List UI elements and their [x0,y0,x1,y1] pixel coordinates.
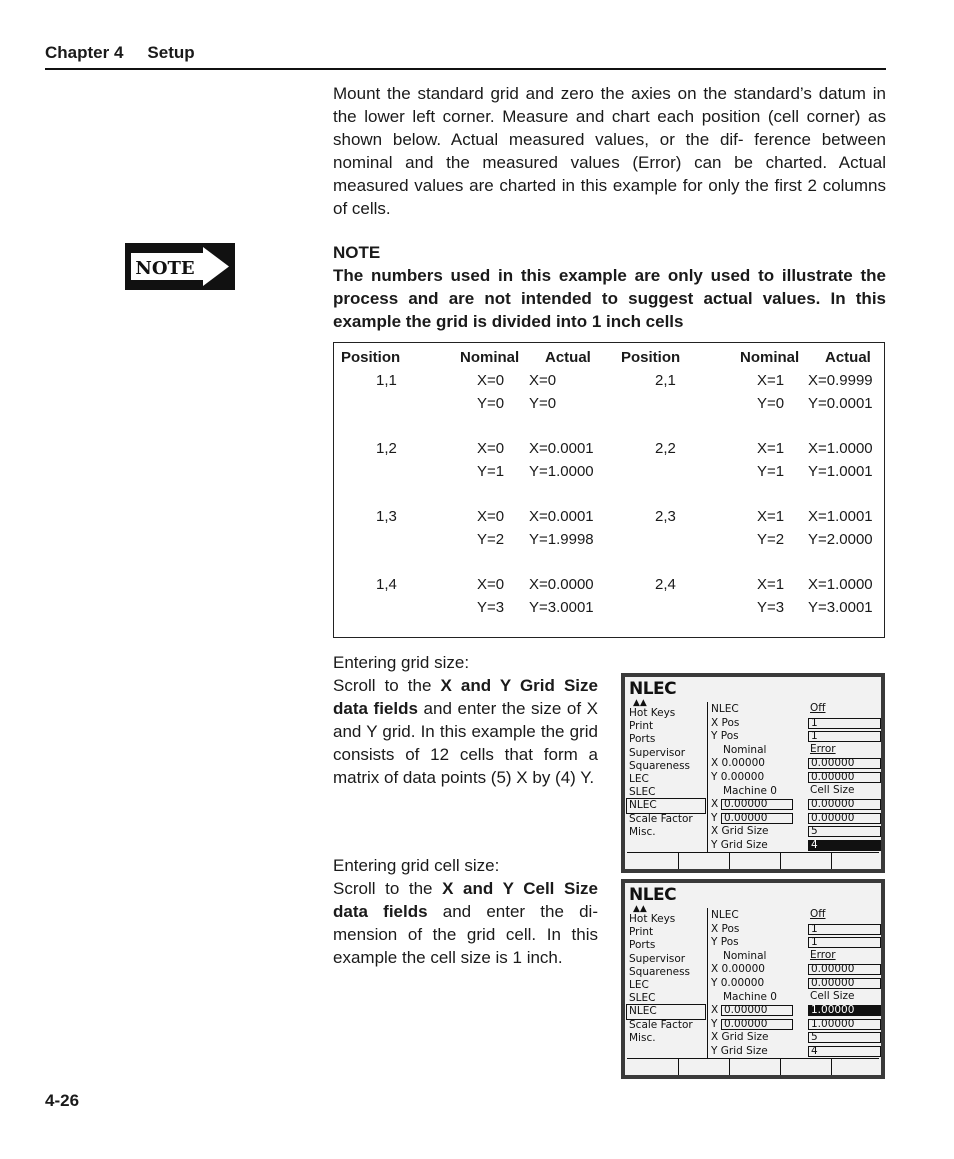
field-value[interactable]: 0.00000 [808,758,881,769]
table-cell-actual-y-1: Y=0 [529,395,557,412]
grid-size-post: and enter the size of X and Y grid. In this example the grid consists of 12 cells that form a matrix of data points (5) X by (4) Y. [333,699,598,787]
lcd-field-row [709,909,881,923]
lcd-field-row [709,950,881,964]
menu-item[interactable]: Scale Factor [629,812,693,825]
table-cell-nominal-x-1: X=0 [477,508,505,525]
header-nominal-1: Nominal [460,349,520,366]
note-heading: NOTE [333,243,381,262]
menu-item[interactable]: NLEC [627,799,705,812]
field-value[interactable]: Off [810,702,826,714]
menu-item[interactable]: Supervisor [629,746,686,759]
field-label: X Pos [711,922,740,935]
table-cell-nominal-x-1: X=0 [477,440,505,457]
lcd-title: NLEC [629,679,677,699]
table-cell-position-2: 2,2 [655,440,676,457]
field-label: Y [711,1017,718,1030]
measurement-table [333,342,885,638]
field-value[interactable]: 1 [808,937,881,948]
table-cell-actual-x-1: X=0.0000 [529,576,594,593]
softkey-bar[interactable] [627,1059,879,1075]
table-cell-actual-x-2: X=1.0000 [808,440,873,457]
field-value[interactable]: 4 [808,840,881,851]
lcd-field-row [709,812,881,826]
softkey-separator [831,853,832,869]
scroll-up-icon[interactable]: ▲▲ [633,698,647,708]
table-cell-position-1: 1,4 [376,576,397,593]
softkey-separator [678,853,679,869]
lcd-field-row [709,991,881,1005]
softkey-separator [678,1059,679,1075]
menu-item[interactable]: Scale Factor [629,1018,693,1031]
table-cell-actual-y-1: Y=1.9998 [529,531,594,548]
lcd-field-row [709,1045,881,1059]
machine-value-field[interactable]: 0.00000 [721,1019,793,1030]
table-cell-position-2: 2,4 [655,576,676,593]
header-position-1: Position [341,349,401,366]
table-cell-actual-y-2: Y=3.0001 [808,599,873,616]
header-position-2: Position [621,349,681,366]
page-header [45,42,886,70]
field-label: Machine 0 [723,990,777,1003]
table-cell-nominal-x-2: X=1 [757,440,785,457]
field-label: NLEC [711,909,739,921]
cell-size-lead: Entering grid cell size: [333,856,500,875]
lcd-field-row [709,744,881,758]
field-value[interactable]: 1 [808,718,881,729]
lcd-field-row [709,785,881,799]
lcd-menu [627,913,707,1045]
table-cell-nominal-y-1: Y=3 [477,599,505,616]
field-value[interactable]: Cell Size [810,989,855,1002]
table-cell-nominal-x-2: X=1 [757,508,785,525]
menu-item[interactable]: Squareness [629,965,691,978]
lcd-field-row [709,936,881,950]
lcd-field-row [709,1018,881,1032]
menu-item[interactable]: Hot Keys [629,707,676,719]
field-label: Y Grid Size [711,839,768,851]
section-label: Setup [147,43,195,62]
table-cell-nominal-y-2: Y=2 [757,531,785,548]
machine-value-field[interactable]: 0.00000 [721,799,793,810]
field-value[interactable]: Off [810,908,826,920]
lcd-field-row [709,977,881,991]
field-value[interactable]: 5 [808,826,881,837]
field-label: Y 0.00000 [711,977,765,989]
field-value[interactable]: 0.00000 [808,813,881,824]
field-label: X Pos [711,716,740,729]
lcd-field-row [709,1031,881,1045]
machine-value-field[interactable]: 0.00000 [721,813,793,824]
table-cell-nominal-y-2: Y=3 [757,599,785,616]
field-value[interactable]: Error [810,948,836,961]
lcd-display [625,883,881,1075]
lcd-menu [627,707,707,839]
softkey-separator [780,1059,781,1075]
menu-item[interactable]: LEC [629,772,649,785]
table-cell-actual-x-1: X=0.0001 [529,440,594,457]
field-value[interactable]: 0.00000 [808,964,881,975]
table-cell-nominal-x-2: X=1 [757,576,785,593]
lcd-field-row [709,963,881,977]
field-label: Y Grid Size [711,1045,768,1057]
note-arrow-icon [125,243,235,290]
lcd-title: NLEC [629,885,677,905]
lcd-field-row [709,730,881,744]
menu-item[interactable]: Ports [629,939,656,952]
nlec-screen-cell-size [621,879,885,1079]
table-cell-nominal-y-1: Y=2 [477,531,505,548]
field-value[interactable]: 0.00000 [808,799,881,810]
field-label: Y Pos [711,936,739,949]
lcd-divider [707,702,708,852]
table-cell-position-1: 1,2 [376,440,397,457]
softkey-separator [729,1059,730,1075]
page-number: 4-26 [45,1091,80,1110]
field-value[interactable]: 4 [808,1046,881,1057]
field-value[interactable]: 1 [808,731,881,742]
cell-size-post: and enter the di- mension of the grid cell. In this example the cell size is 1 inch. [333,902,598,967]
lcd-field-row [709,757,881,771]
table-cell-nominal-x-1: X=0 [477,576,505,593]
cell-size-paragraph [333,854,598,969]
chapter-label: Chapter 4 [45,43,124,62]
grid-size-lead: Entering grid size: [333,653,470,672]
table-cell-position-2: 2,1 [655,372,676,389]
table-cell-actual-x-2: X=1.0001 [808,508,873,525]
field-value[interactable]: 0.00000 [808,772,881,783]
machine-value-field[interactable]: 0.00000 [721,1005,793,1016]
grid-size-paragraph [333,651,598,789]
lcd-divider [707,908,708,1058]
field-label: X 0.00000 [711,963,765,976]
note-badge-text: NOTE [135,258,195,279]
menu-item[interactable]: Squareness [629,759,691,772]
table-cell-position-2: 2,3 [655,508,676,525]
table-cell-nominal-y-2: Y=1 [757,463,785,480]
field-label: X 0.00000 [711,757,765,770]
table-cell-actual-x-2: X=0.9999 [808,372,873,389]
table-cell-nominal-x-1: X=0 [477,372,505,389]
table-cell-actual-y-1: Y=1.0000 [529,463,594,480]
table-cell-nominal-x-2: X=1 [757,372,785,389]
menu-item[interactable]: Ports [629,733,656,746]
table-cell-position-1: 1,1 [376,372,397,389]
field-value[interactable]: 1.00000 [808,1005,881,1016]
menu-item[interactable]: SLEC [629,786,656,799]
menu-item[interactable]: Misc. [629,825,656,838]
table-cell-actual-x-2: X=1.0000 [808,576,873,593]
table-cell-position-1: 1,3 [376,508,397,525]
table-cell-actual-y-2: Y=0.0001 [808,395,873,412]
field-label: X [711,798,719,811]
table-cell-actual-x-1: X=0.0001 [529,508,594,525]
softkey-separator [831,1059,832,1075]
softkey-bar[interactable] [627,853,879,869]
table-cell-nominal-y-1: Y=0 [477,395,505,412]
field-value[interactable]: Error [810,742,836,755]
cell-size-bold: X and Y Cell Size data fields [333,879,598,921]
softkey-separator [780,853,781,869]
header-actual-1: Actual [545,349,591,366]
field-label: Y Pos [711,730,739,743]
nlec-screen-grid-size [621,673,885,873]
lcd-field-row [709,717,881,731]
grid-size-bold: X and Y Grid Size data fields [333,676,598,718]
field-value[interactable]: 5 [808,1032,881,1043]
menu-item[interactable]: Hot Keys [629,913,676,925]
lcd-field-row [709,703,881,717]
lcd-field-row [709,825,881,839]
field-label: X Grid Size [711,825,769,838]
table-cell-actual-y-2: Y=2.0000 [808,531,873,548]
menu-item[interactable]: SLEC [629,992,656,1005]
table-cell-nominal-y-2: Y=0 [757,395,785,412]
softkey-separator [729,853,730,869]
menu-item[interactable]: NLEC [627,1005,705,1018]
scroll-up-icon[interactable]: ▲▲ [633,904,647,914]
table-cell-actual-y-2: Y=1.0001 [808,463,873,480]
cell-size-pre: Scroll to the [333,879,443,898]
field-label: Y 0.00000 [711,771,765,783]
intro-paragraph: Mount the standard grid and zero the axies on the standard’s datum in the lower left corner. Measure and chart each position (cell corner) as shown below. Actual measured values, or the dif- ference between nominal and the measured values (Error) can be charted. Actual measured values are charted in this example for only the first 2 columns of cells. [333,84,886,218]
menu-item[interactable]: Misc. [629,1031,656,1044]
menu-item[interactable]: Print [629,926,654,939]
field-label: Nominal [723,949,767,962]
menu-item[interactable]: Supervisor [629,952,686,965]
field-value[interactable]: Cell Size [810,783,855,796]
field-value[interactable]: 1.00000 [808,1019,881,1030]
note-text: The numbers used in this example are only used to illustrate the process and are not intended to suggest actual values. In this example the grid is divided into 1 inch cells [333,266,886,331]
menu-item[interactable]: Print [629,720,654,733]
field-label: X [711,1004,719,1017]
field-label: NLEC [711,703,739,715]
field-value[interactable]: 0.00000 [808,978,881,989]
header-nominal-2: Nominal [740,349,800,366]
lcd-field-row [709,1004,881,1018]
field-label: Nominal [723,743,767,756]
lcd-field-row [709,923,881,937]
menu-item[interactable]: LEC [629,978,649,991]
lcd-field-row [709,771,881,785]
lcd-display [625,677,881,869]
grid-size-pre: Scroll to the [333,676,441,695]
table-cell-nominal-y-1: Y=1 [477,463,505,480]
field-label: Y [711,811,718,824]
lcd-field-row [709,798,881,812]
field-value[interactable]: 1 [808,924,881,935]
header-actual-2: Actual [825,349,871,366]
table-cell-actual-y-1: Y=3.0001 [529,599,594,616]
lcd-field-row [709,839,881,853]
note-block [333,241,886,333]
field-label: X Grid Size [711,1031,769,1044]
table-cell-actual-x-1: X=0 [529,372,557,389]
field-label: Machine 0 [723,784,777,797]
